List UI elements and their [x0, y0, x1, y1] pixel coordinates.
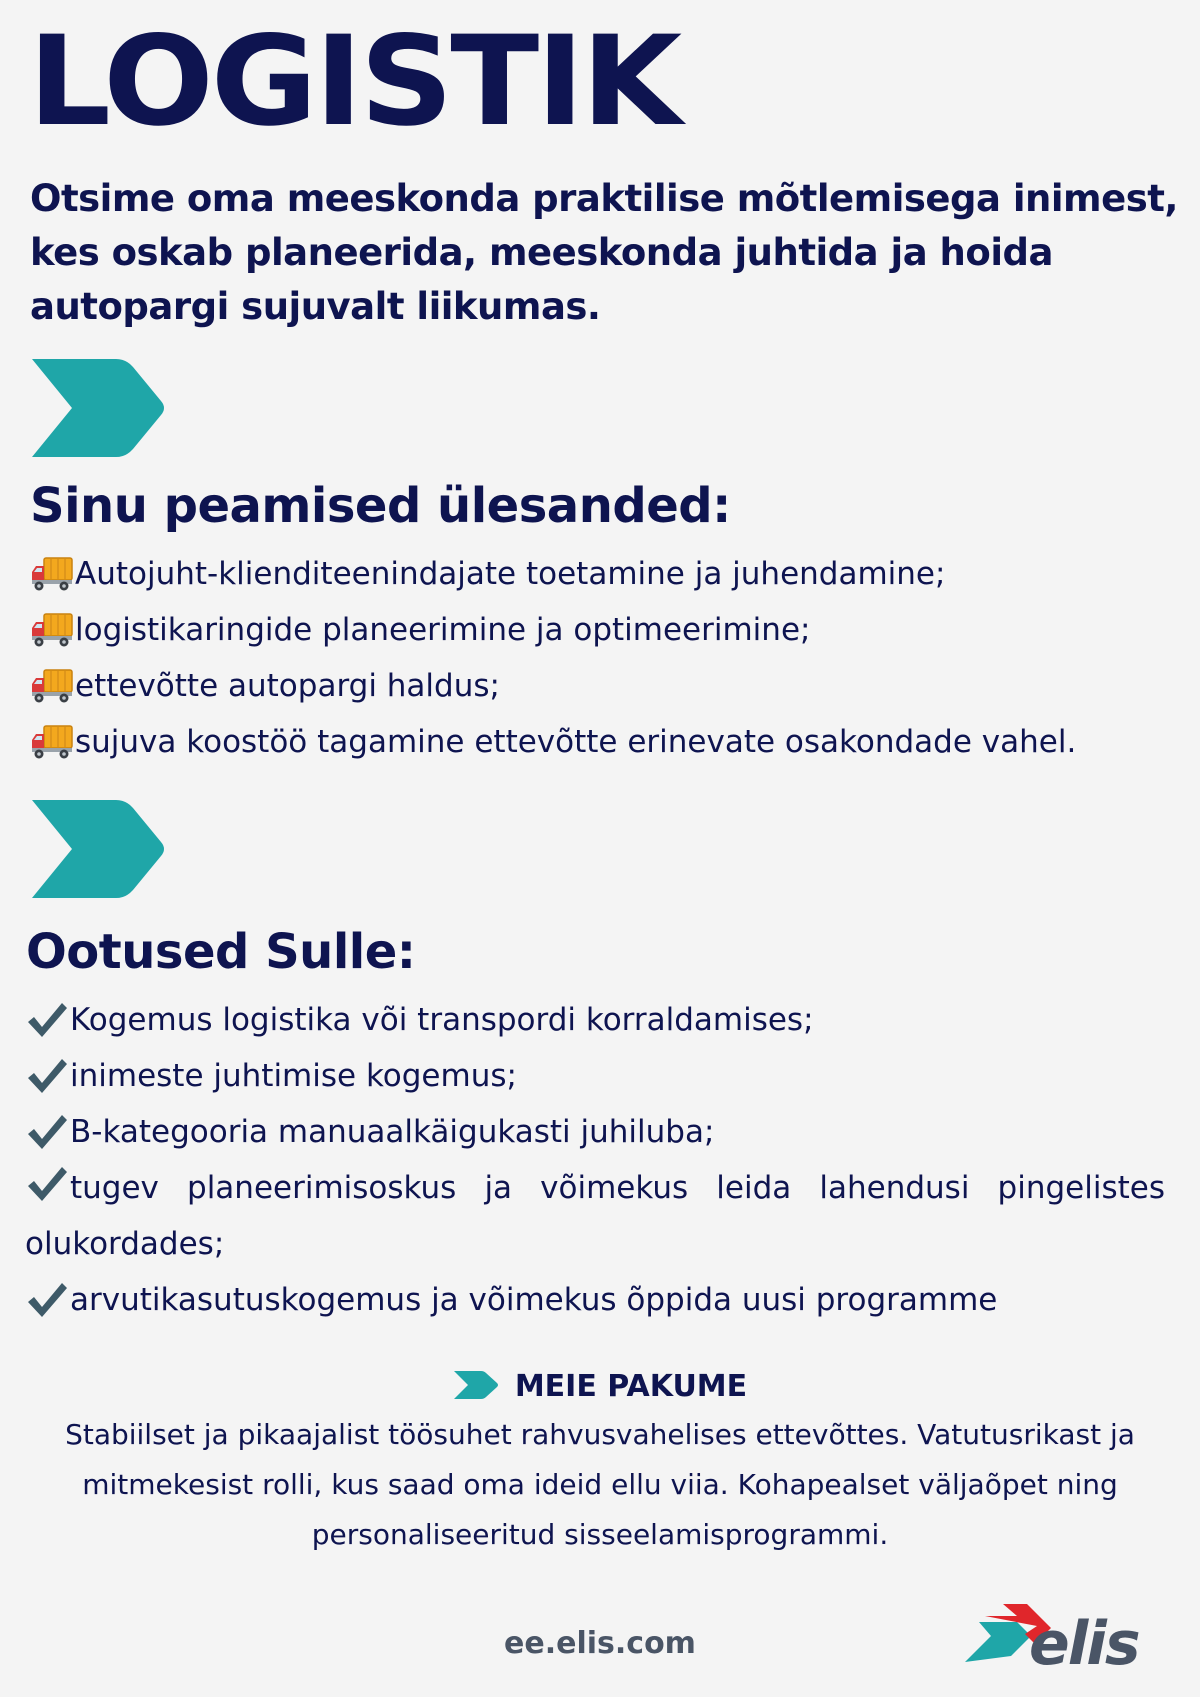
check-mark-icon [25, 1056, 69, 1096]
list-item: logistikaringide planeerimine ja optimeerimine; [30, 602, 1180, 658]
delivery-truck-icon [30, 668, 74, 704]
list-item: arvutikasutuskogemus ja võimekus õppida uusi programme [25, 1272, 1165, 1328]
list-item: ettevõtte autopargi haldus; [30, 658, 1180, 714]
list-item: Autojuht-klienditeenindajate toetamine ja juhendamine; [30, 546, 1180, 602]
chevron-right-icon [28, 798, 165, 900]
elis-logo [965, 1600, 1175, 1672]
page-title: LOGISTIK [28, 10, 680, 154]
check-mark-icon [25, 1112, 69, 1152]
list-item: sujuva koostöö tagamine ettevõtte erinevate osakondade vahel. [30, 714, 1180, 770]
list-item: inimeste juhtimise kogemus; [25, 1048, 1165, 1104]
intro-text: Otsime oma meeskonda praktilise mõtlemisega inimest, kes oskab planeerida, meeskonda juhtida ja hoida autopargi sujuvalt liikumas. [30, 177, 1178, 328]
website-url[interactable]: ee.elis.com [504, 1626, 696, 1661]
list-item: tugev planeerimisoskus ja võimekus leida lahendusi pingelistes olukordades; [25, 1160, 1165, 1272]
check-mark-icon [25, 1000, 69, 1040]
offer-heading: MEIE PAKUME [0, 1369, 1200, 1404]
tasks-list [30, 546, 1180, 770]
list-item: Kogemus logistika või transpordi korraldamises; [25, 992, 1165, 1048]
chevron-right-icon [453, 1370, 499, 1400]
expectations-list [25, 992, 1165, 1328]
check-mark-icon [25, 1280, 69, 1320]
check-mark-icon [25, 1164, 69, 1204]
chevron-right-icon [28, 357, 165, 459]
tasks-heading: Sinu peamised ülesanded: [30, 478, 731, 534]
expectations-heading: Ootused Sulle: [26, 924, 416, 980]
delivery-truck-icon [30, 724, 74, 760]
logo-wordmark: elis [1029, 1609, 1139, 1672]
delivery-truck-icon [30, 556, 74, 592]
delivery-truck-icon [30, 612, 74, 648]
offer-text: Stabiilset ja pikaajalist töösuhet rahvusvahelises ettevõttes. Vatutusrikast ja mitmekesist rolli, kus saad oma ideid ellu viia. Kohapealset väljaõpet ning personaliseeritud sisseelamisprogrammi. [65, 1418, 1135, 1551]
list-item: B-kategooria manuaalkäigukasti juhiluba; [25, 1104, 1165, 1160]
